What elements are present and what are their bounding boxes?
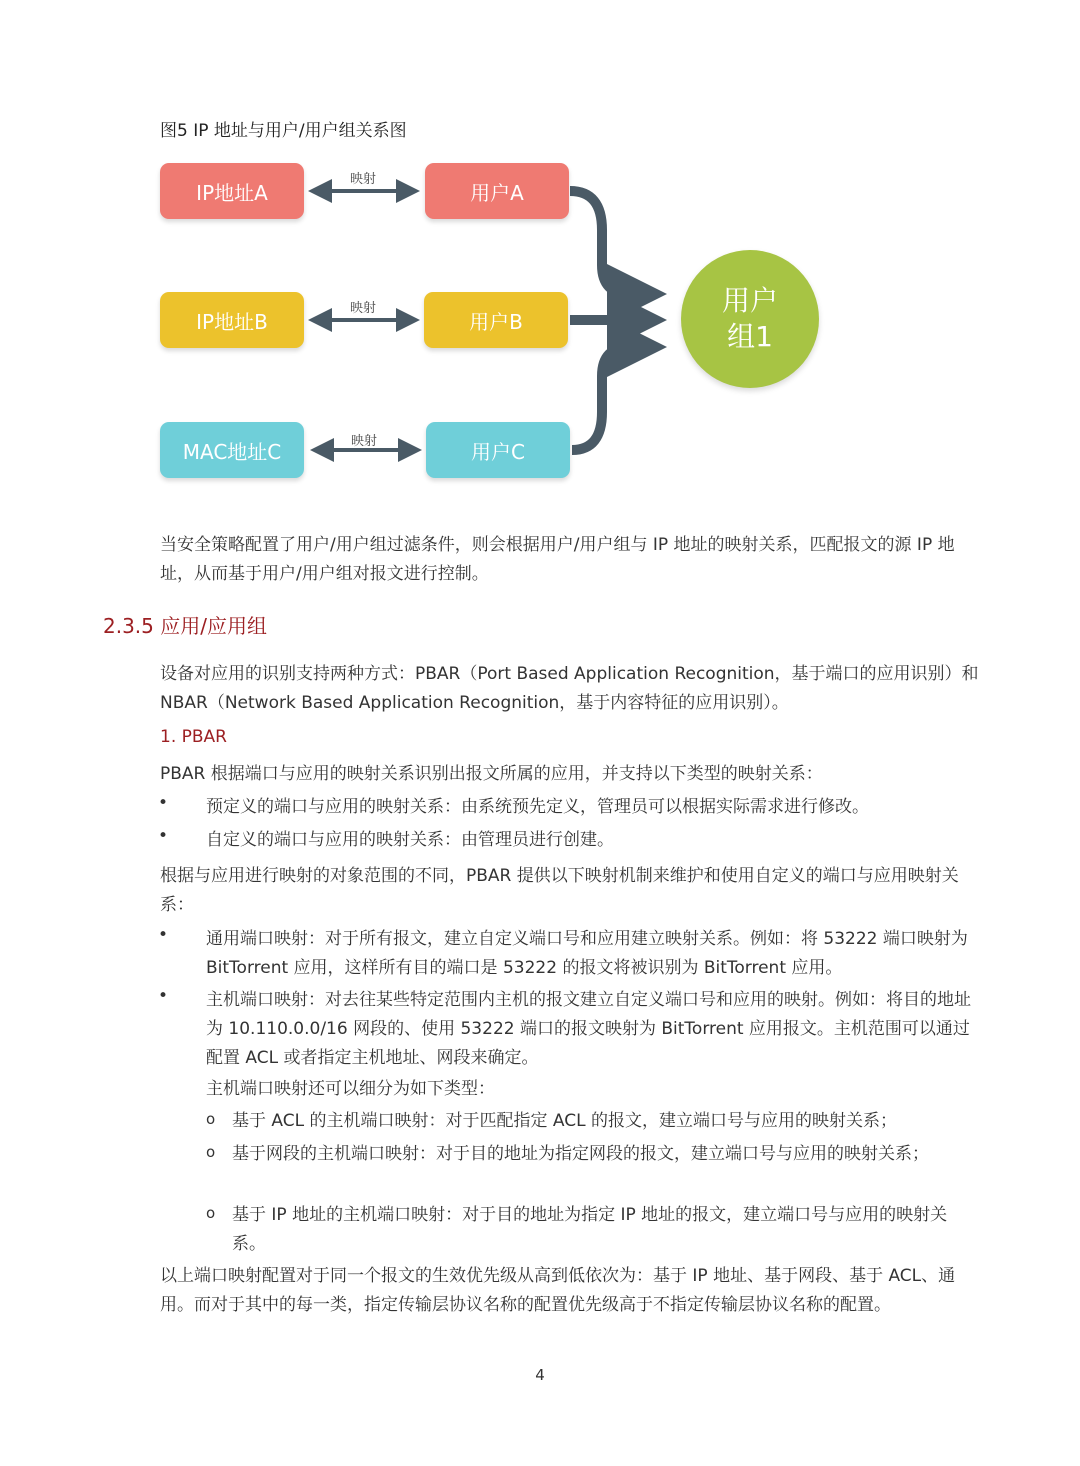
sub-item-network-segment: 基于网段的主机端口映射：对于目的地址为指定网段的报文，建立端口号与应用的映射关系； — [232, 1144, 929, 1164]
section-title: 2.3.5 应用/应用组 — [103, 614, 267, 638]
list-item-custom: 自定义的端口与应用的映射关系：由管理员进行创建。 — [206, 830, 614, 850]
paragraph-app-recognition: 设备对应用的识别支持两种方式：PBAR（Port Based Application Recognition，基于端口的应用识别）和 NBAR（Network Based Application Recognition，基于内容特征的应用识别）。 — [160, 664, 979, 713]
sub-item-acl: 基于 ACL 的主机端口映射：对于匹配指定 ACL 的报文，建立端口号与应用的映射关系； — [232, 1111, 897, 1131]
bullet-dot: • — [158, 925, 169, 945]
node-user-b: 用户B — [424, 292, 568, 348]
group-arrow-a — [570, 191, 652, 294]
node-ip-address-a: IP地址A — [160, 163, 304, 219]
page-number: 4 — [535, 1366, 545, 1384]
bullet-dot: • — [158, 826, 169, 846]
mapping-label-a: 映射 — [350, 172, 377, 187]
paragraph-priority: 以上端口映射配置对于同一个报文的生效优先级从高到低依次为：基于 IP 地址、基于网段、基于 ACL、通用。而对于其中的每一类，指定传输层协议名称的配置优先级高于不指定传输层协议名称的配置。 — [160, 1266, 956, 1315]
node-user-a: 用户A — [425, 163, 569, 219]
figure-caption: 图5 IP 地址与用户/用户组关系图 — [160, 121, 407, 141]
host-mapping-subtypes-intro: 主机端口映射还可以细分为如下类型： — [206, 1079, 495, 1099]
node-mac-address-c: MAC地址C — [160, 422, 304, 478]
paragraph-pbar-intro: PBAR 根据端口与应用的映射关系识别出报文所属的应用，并支持以下类型的映射关系： — [160, 764, 823, 784]
sub-bullet-circle: o — [206, 1110, 216, 1128]
sub-bullet-circle: o — [206, 1143, 216, 1161]
list-item-general-port-mapping: 通用端口映射：对于所有报文，建立自定义端口号和应用建立映射关系。例如：将 53222 端口映射为 BitTorrent 应用，这样所有目的端口是 53222 的报文将被识别为 BitTorrent 应用。 — [206, 929, 968, 978]
sub-item-ip-address: 基于 IP 地址的主机端口映射：对于目的地址为指定 IP 地址的报文，建立端口号与应用的映射关系。 — [232, 1205, 948, 1254]
list-item-predefined: 预定义的端口与应用的映射关系：由系统预先定义，管理员可以根据实际需求进行修改。 — [206, 797, 869, 817]
mapping-label-c: 映射 — [351, 434, 378, 449]
sub-bullet-circle: o — [206, 1204, 216, 1222]
mapping-label-b: 映射 — [350, 301, 377, 316]
paragraph-mapping-mechanisms: 根据与应用进行映射的对象范围的不同，PBAR 提供以下映射机制来维护和使用自定义的端口与应用映射关系： — [160, 866, 959, 915]
group-arrow-c — [572, 347, 652, 450]
user-group-label: 用户组1 — [721, 284, 778, 353]
node-ip-address-b: IP地址B — [160, 292, 304, 348]
bullet-dot: • — [158, 793, 169, 813]
list-item-host-port-mapping: 主机端口映射：对去往某些特定范围内主机的报文建立自定义端口号和应用的映射。例如：将目的地址为 10.110.0.0/16 网段的、使用 53222 端口的报文映射为 BitTorrent 应用报文。主机范围可以通过配置 ACL 或者指定主机地址、网段来确定。 — [206, 990, 971, 1068]
paragraph-user-filter: 当安全策略配置了用户/用户组过滤条件，则会根据用户/用户组与 IP 地址的映射关系，匹配报文的源 IP 地址，从而基于用户/用户组对报文进行控制。 — [160, 535, 955, 584]
node-user-group-1 — [681, 250, 819, 388]
subheading-pbar: 1. PBAR — [160, 727, 227, 747]
bullet-dot: • — [158, 986, 169, 1006]
node-user-c: 用户C — [426, 422, 570, 478]
